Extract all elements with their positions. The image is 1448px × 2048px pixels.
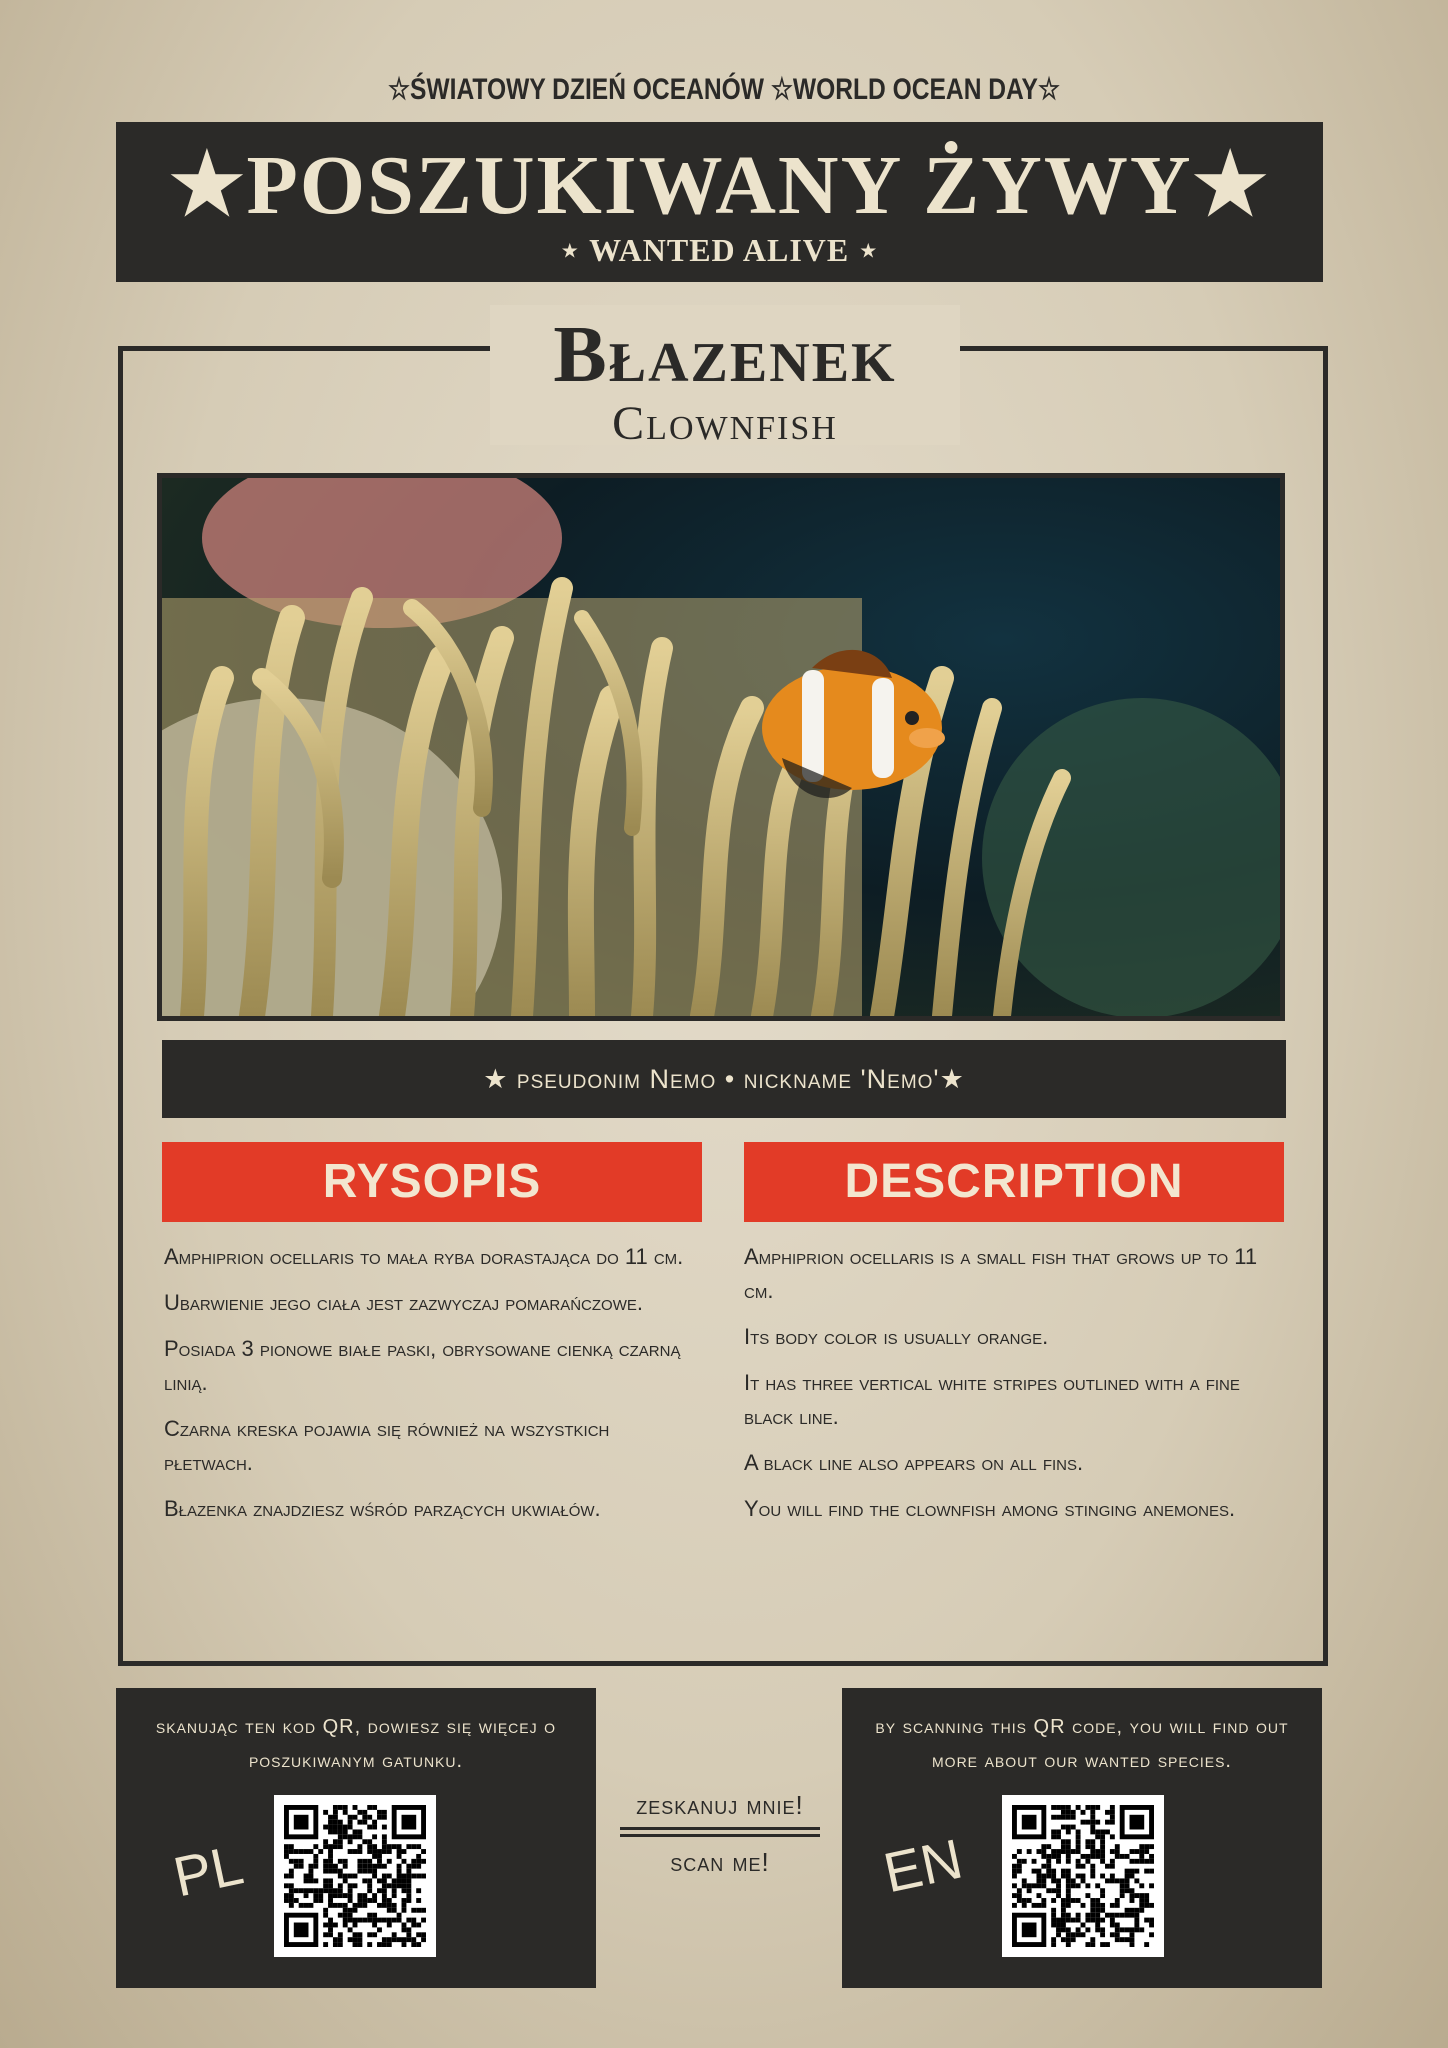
- qr-code-icon: [284, 1805, 426, 1947]
- qr-code-pl[interactable]: [274, 1795, 436, 1957]
- description-pl-line: Ubarwienie jego ciała jest zazwyczaj pomarańczowe.: [164, 1290, 643, 1315]
- scan-text-pl: zeskanuj mnie!: [636, 1790, 804, 1820]
- wanted-banner: [116, 122, 1323, 282]
- title-en: ⋆ WANTED ALIVE ⋆: [559, 232, 880, 268]
- description-pl: [164, 1240, 694, 1538]
- qr-panel-en: [842, 1688, 1322, 1988]
- description-pl-line: Amphiprion ocellaris to mała ryba dorastająca do 11 cm.: [164, 1244, 684, 1269]
- species-name-en: Clownfish: [612, 397, 838, 450]
- heading-rysopis: RYSOPIS: [162, 1142, 702, 1222]
- qr-text-en: by scanning this QR code, you will find out more about our wanted species.: [875, 1716, 1289, 1772]
- description-en-line: You will find the clownfish among stinging anemones.: [744, 1496, 1236, 1521]
- qr-code-en[interactable]: [1002, 1795, 1164, 1957]
- qr-text-pl: skanując ten kod QR, dowiesz się więcej o poszukiwanym gatunku.: [155, 1716, 557, 1772]
- event-title: ☆ŚWIATOWY DZIEŃ OCEANÓW ☆WORLD OCEAN DAY☆: [387, 73, 1061, 106]
- divider: [620, 1834, 820, 1837]
- description-pl-line: Posiada 3 pionowe białe paski, obrysowane cienką czarną linią.: [164, 1336, 681, 1395]
- description-en-line: It has three vertical white stripes outlined with a fine black line.: [744, 1370, 1240, 1429]
- lang-label-en: EN: [878, 1826, 968, 1905]
- description-en: [744, 1240, 1274, 1538]
- nickname-bar: ★ pseudonim Nemo • nickname 'Nemo'★: [162, 1040, 1286, 1118]
- description-en-line: Its body color is usually orange.: [744, 1324, 1049, 1349]
- species-name-pl: Błazenek: [553, 311, 897, 399]
- description-pl-line: Czarna kreska pojawia się również na wszystkich płetwach.: [164, 1416, 610, 1475]
- qr-code-icon: [1012, 1805, 1154, 1947]
- description-en-line: Amphiprion ocellaris is a small fish that grows up to 11 cm.: [744, 1244, 1258, 1303]
- description-pl-line: Błazenka znajdziesz wśród parzących ukwiałów.: [164, 1496, 601, 1521]
- divider: [620, 1827, 820, 1830]
- clownfish-photo: [157, 473, 1285, 1021]
- scan-text-en: scan me!: [670, 1847, 770, 1877]
- scan-prompt: [610, 1790, 830, 1878]
- species-name: [490, 305, 960, 450]
- clownfish-anemone-photo-icon: [162, 478, 1280, 1016]
- description-en-line: A black line also appears on all fins.: [744, 1450, 1084, 1475]
- heading-description: DESCRIPTION: [744, 1142, 1284, 1222]
- title-pl: ★POSZUKIWANY ŻYWY★: [169, 139, 1270, 232]
- lang-label-pl: PL: [168, 1832, 249, 1909]
- qr-panel-pl: [116, 1688, 596, 1988]
